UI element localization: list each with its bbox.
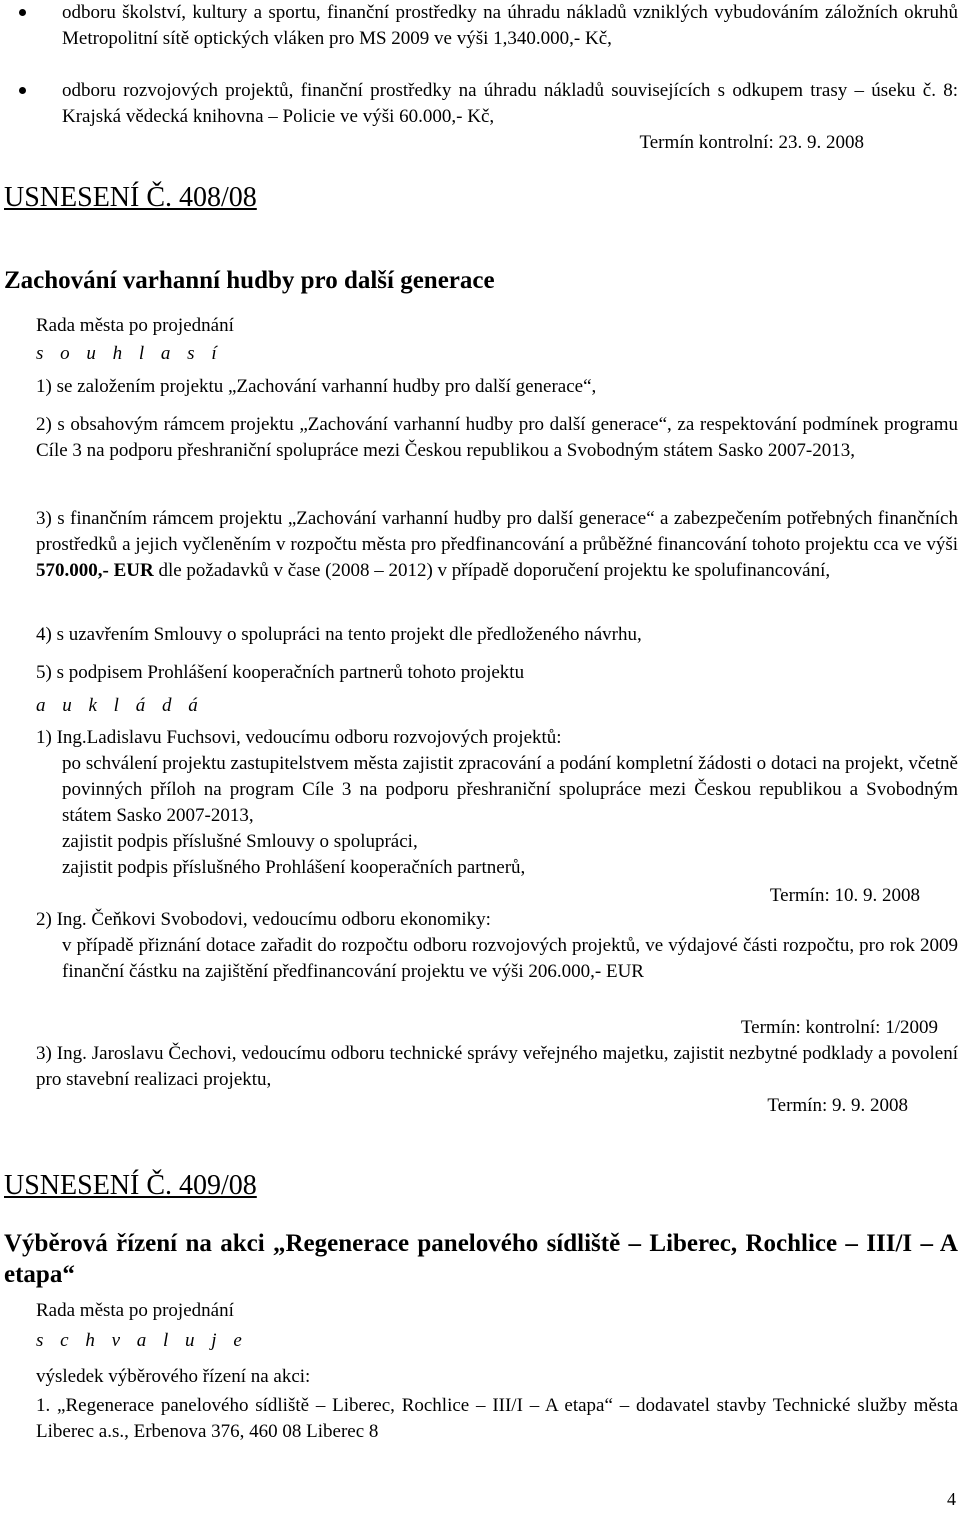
page-number: 4 [947, 1489, 956, 1509]
intro-text: Rada města po projednání [36, 1300, 234, 1321]
verb-text: s o u h l a s í [36, 343, 223, 364]
deadline-text: Termín: 9. 9. 2008 [767, 1095, 908, 1116]
item-text: dle požadavků v čase (2008 – 2012) v případě doporučení projektu ke spolufinancování, [153, 560, 831, 581]
deadline-text: Termín kontrolní: 23. 9. 2008 [639, 132, 864, 153]
amount-text: 570.000,- EUR [36, 560, 154, 581]
intro-text: Rada města po projednání [36, 315, 234, 336]
task-text: 3) Ing. Jaroslavu Čechovi, vedoucímu odboru technické správy veřejného majetku, zajistit nezbytné podklady a povolení pro stavební realizaci projektu, [36, 1043, 958, 1090]
list-item: 2) s obsahovým rámcem projektu „Zachování varhanní hudby pro další generace“, za respektování podmínek programu Cíle 3 na podporu přeshraniční spolupráce mezi Českou republikou a Svobodným státem Sasko 2007-2013, [36, 414, 958, 461]
resolution-title: Zachování varhanní hudby pro další generace [4, 267, 495, 294]
list-item: 1. „Regenerace panelového sídliště – Liberec, Rochlice – III/I – A etapa“ – dodavatel stavby Technické služby města Liberec a.s., Erbenova 376, 460 08 Liberec 8 [36, 1395, 958, 1442]
resolution-number: USNESENÍ Č. 409/08 [4, 1170, 257, 1201]
item-text: 3) s finančním rámcem projektu „Zachování varhanní hudby pro další generace“ a zabezpečením potřebných finančních prostředků a jejich vyčleněním v rozpočtu města pro předfinancování a průběžné financování tohoto projektu cca ve výši [36, 508, 958, 555]
resolution-number: USNESENÍ Č. 408/08 [4, 182, 257, 213]
deadline-text: Termín: 10. 9. 2008 [769, 885, 920, 906]
bullet-icon [19, 9, 26, 16]
list-item: 5) s podpisem Prohlášení kooperačních partnerů tohoto projektu [36, 662, 525, 683]
list-item [62, 78, 958, 130]
list-item [36, 506, 958, 584]
list-item: 4) s uzavřením Smlouvy o spolupráci na tento projekt dle předloženého návrhu, [36, 624, 642, 645]
verb-text: s c h v a l u j e [36, 1330, 248, 1351]
bullet-text: odboru školství, kultury a sportu, finanční prostředky na úhradu nákladů vzniklých vybudováním záložních okruhů Metropolitní sítě optických vláken pro MS 2009 ve výši 1,340.000,- Kč, [62, 2, 958, 49]
list-item [62, 0, 958, 52]
task-label: 2) Ing. Čeňkovi Svobodovi, vedoucímu odboru ekonomiky: [36, 909, 491, 930]
list-item: 1) se založením projektu „Zachování varhanní hudby pro další generace“, [36, 376, 597, 397]
resolution-title: Výběrová řízení na akci „Regenerace panelového sídliště – Liberec, Rochlice – III/I – A etapa“ [4, 1230, 958, 1288]
bullet-text: odboru rozvojových projektů, finanční prostředky na úhradu nákladů souvisejících s odkupem trasy – úseku č. 8: Krajská vědecká knihovna – Policie ve výši 60.000,- Kč, [62, 80, 958, 127]
verb-text: a u k l á d á [36, 695, 204, 716]
subtitle-text: výsledek výběrového řízení na akci: [36, 1366, 311, 1387]
bullet-icon [19, 87, 26, 94]
task-label [36, 1041, 958, 1093]
task-text: v případě přiznání dotace zařadit do rozpočtu odboru rozvojových projektů, ve výdajové části rozpočtu, pro rok 2009 finanční částku na zajištění předfinancování projektu ve výši 206.000,- EUR [62, 935, 958, 982]
task-text: zajistit podpis příslušné Smlouvy o spolupráci, [62, 831, 418, 852]
task-label: 1) Ing.Ladislavu Fuchsovi, vedoucímu odboru rozvojových projektů: [36, 727, 562, 748]
deadline-text: Termín: kontrolní: 1/2009 [740, 1017, 938, 1038]
task-text: po schválení projektu zastupitelstvem města zajistit zpracování a podání kompletní žádosti o dotaci na projekt, včetně povinných příloh na program Cíle 3 na podporu přeshraniční spolupráce mezi Českou republikou a Svobodným státem Sasko 2007-2013, [62, 753, 958, 826]
task-text: zajistit podpis příslušného Prohlášení kooperačních partnerů, [62, 857, 526, 878]
